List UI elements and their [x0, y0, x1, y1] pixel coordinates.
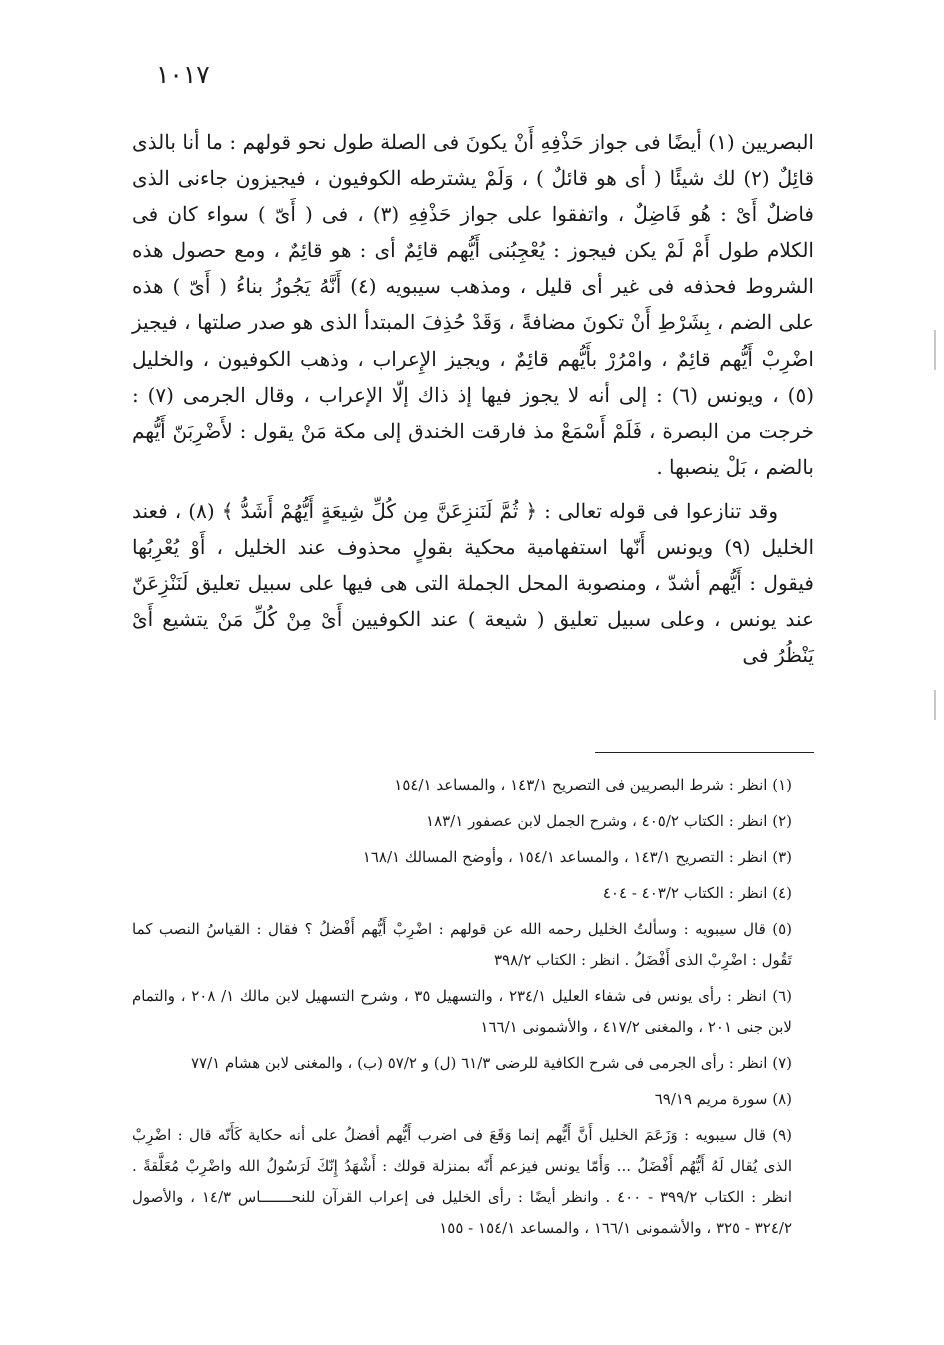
footnote: (٩) قال سيبويه : وَزَعَمَ الخليل أَنَّ أَيُّهم إنما وَقَعَ فى اضرب أَيُّهم أفضلُ على أنه حكاية كَأَنّه قال : اضْرِبْ الذى يُقال لَهُ أَيُّهُم أَفْضَلُ ... وَأَمّا يونس فيزعم أَنّه بمنزلة قولك : أَشْهَدُ إِنّكَ لَرَسُولُ الله واضْرِبْ مُعَلَّقةً . انظر : الكتاب ٣٩٩/٢ - ٤٠٠ . وانظر أيضًا : رأى الخليل فى إعراب القرآن للنحـــــــاس ١٤/٣ ، والأصول ٣٢٤/٢ - ٣٢٥ ، والأشمونى ١٦٦/١ ، والمساعد ١٥٤/١ - ١٥٥	[132, 1126, 792, 1237]
footnote: (٣) انظر : التصريح ١٤٣/١ ، والمساعد ١٥٤/١ ، وأوضح المسالك ١٦٨/١	[362, 848, 792, 866]
paragraph: البصريين (١) أيضًا فى جواز حَذْفِهِ أَنْ يكونَ فى الصلة طول نحو قولهم : ما أنا بالذى قائِلٌ (٢) لك شيئًا ( أى هو قائلٌ ) ، وَلَمْ يشترطه الكوفيون ، فيجيزون جاءنى الذى فاضلٌ أَىْ : هُو فَاضِلٌ ، واتفقوا على جواز حَذْفِهِ (٣) ، فى ( أَىّ ) سواء كان فى الكلام طول أَمْ لَمْ يكن فيجوز : يُعْجِبُنى أَيُّهم قائِمٌ أى : هو قائِمٌ ، ومع حصول هذه الشروط فحذفه فى غير أى قليل ، ومذهب سيبويه (٤) أَنَّهُ يَجُوزُ بناءُ ( أَىّ ) هذه على الضم ، بِشَرْطِ أَنْ تكونَ مضافةً ، وَقَدْ حُذِفَ المبتدأ الذى هو صدر صلتها ، فيجيز اضْرِبْ أَيُّهم قائِمٌ ، وامْرُرْ بأَيُّهم قائِمٌ ، ويجيز الإِعراب ، وذهب الكوفيون ، والخليل (٥) ، ويونس (٦) : إلى أنه لا يجوز فيها إذ ذاك إلّا الإعراب ، وقال الجرمى (٧) : خرجت من البصرة ، فَلَمْ أَسْمَعْ مذ فارقت الخندق إلى مكة مَنْ يقول : لأَضْرِبَنّ أَيُّهم بالضم ، بَلْ ينصبها .	[132, 130, 814, 479]
footnote: (١) انظر : شرط البصريين فى التصريح ١٤٣/١ ، والمساعد ١٥٤/١	[394, 776, 792, 794]
footnote: (٤) انظر : الكتاب ٤٠٣/٢ - ٤٠٤	[602, 884, 792, 902]
footnote: (٢) انظر : الكتاب ٤٠٥/٢ ، وشرح الجمل لابن عصفور ١٨٣/١	[426, 812, 792, 830]
scan-edge-mark	[934, 330, 936, 370]
footnote: (٦) انظر : رأى يونس فى شفاء العليل ٢٣٤/١ ، والتسهيل ٣٥ ، وشرح التسهيل لابن مالك ١/ ٢٠٨ ، والتمام لابن جنى ٢٠١ ، والمغنى ٤١٧/٢ ، والأشمونى ١٦٦/١	[132, 987, 792, 1036]
main-text	[132, 124, 814, 673]
footnote: (٨) سورة مريم ٦٩/١٩	[654, 1090, 792, 1108]
page-number: ١٠١٧	[156, 60, 210, 89]
scan-edge-mark	[934, 690, 936, 720]
footnote: (٧) انظر : رأى الجرمى فى شرح الكافية للرضى ٦١/٣ (ل) و ٥٧/٢ (ب) ، والمغنى لابن هشام ٧٧/١	[191, 1054, 792, 1072]
footnote-separator	[595, 752, 814, 753]
footnote: (٥) قال سيبويه : وسألتُ الخليل رحمه الله عن قولهم : اضْرِبْ أَيُّهم أَفْضلُ ؟ فقال : القياسُ النصب كما تَقُول : اضْرِبْ الذى أَفْضَلُ . انظر : الكتاب ٣٩٨/٢	[132, 920, 792, 969]
footnotes	[132, 770, 812, 1249]
paragraph: وقد تنازعوا فى قوله تعالى : ﴿ ثُمَّ لَنَنزِعَنَّ مِن كُلِّ شِيعَةٍ أَيُّهُمْ أَشَدُّ ﴾ (٨) ، فعند الخليل (٩) ويونس أَنّها استفهامية محكية بقولٍ محذوف عند الخليل ، أَوْ يُعْرِبُها فيقول : أَيُّهم أشدّ ، ومنصوبة المحل الجملة التى هى فيها على سبيل تعليق لَنَنْزِعَنّ عند يونس ، وعلى سبيل تعليق ( شيعة ) عند الكوفيين أَىْ مِنْ كُلِّ مَنْ يتشيع أَىْ يَنْظُرُ فى	[132, 498, 815, 668]
